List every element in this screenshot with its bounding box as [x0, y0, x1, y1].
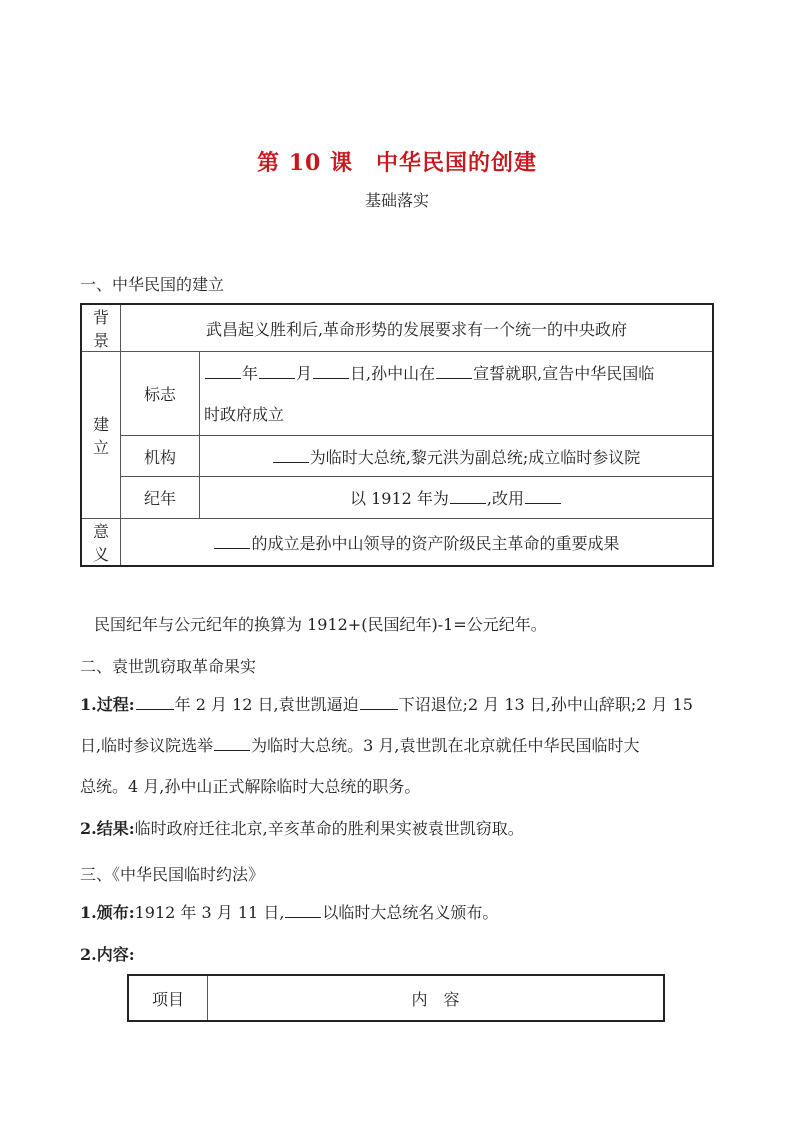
sub-label-era: 纪年 — [121, 477, 200, 519]
blank[interactable] — [525, 502, 561, 504]
sub-label-mark: 标志 — [121, 352, 200, 436]
sub-label-org: 机构 — [121, 436, 200, 477]
era-text: 以 1912 年为 ,改用 — [200, 477, 714, 519]
blank[interactable] — [214, 749, 250, 751]
row-label-meaning: 意义 — [81, 519, 121, 567]
lesson-title: 第 10 课 中华民国的创建 — [257, 150, 537, 176]
result-paragraph: 2.结果:临时政府迁往北京,辛亥革命的胜利果实被袁世凯窃取。 — [80, 819, 524, 838]
background-text: 武昌起义胜利后,革命形势的发展要求有一个统一的中央政府 — [121, 304, 714, 352]
constitution-content-table — [127, 974, 665, 1022]
blank[interactable] — [136, 708, 174, 710]
establishment-table — [80, 303, 714, 567]
section-heading-3: 三、《中华民国临时约法》 — [80, 865, 265, 884]
row-label-establish: 建立 — [81, 352, 121, 519]
section-subtitle: 基础落实 — [364, 191, 429, 210]
blank[interactable] — [285, 916, 321, 918]
blank[interactable] — [259, 377, 295, 379]
blank[interactable] — [205, 377, 241, 379]
section-heading-2: 二、袁世凯窃取革命果实 — [80, 657, 257, 676]
meaning-text: 的成立是孙中山领导的资产阶级民主革命的重要成果 — [121, 519, 714, 567]
era-conversion-note: 民国纪年与公元纪年的换算为 1912+(民国纪年)-1=公元纪年。 — [94, 615, 547, 634]
blank[interactable] — [214, 547, 250, 549]
blank[interactable] — [313, 377, 349, 379]
blank[interactable] — [360, 708, 398, 710]
promulgation-paragraph: 1.颁布:1912 年 3 月 11 日, 以临时大总统名义颁布。 — [80, 903, 499, 922]
org-text: 为临时大总统,黎元洪为副总统;成立临时参议院 — [200, 436, 714, 477]
header-item: 项目 — [128, 975, 208, 1021]
row-label-background: 背景 — [81, 304, 121, 352]
section-heading-1: 一、中华民国的建立 — [80, 275, 225, 294]
blank[interactable] — [450, 502, 486, 504]
blank[interactable] — [436, 377, 472, 379]
process-paragraph: 1.过程: 年 2 月 12 日,袁世凯逼迫 下诏退位;2 月 13 日,孙中山辞职;2 月 15 日,临时参议院选举 为临时大总统。3 月,袁世凯在北京就任中华民国临时大 总统。4 月,孙中山正式解除临时大总统的职务。 — [80, 695, 693, 796]
header-content: 内 容 — [208, 975, 665, 1021]
blank[interactable] — [273, 461, 309, 463]
mark-text: 年 月 日,孙中山在 宣誓就职,宣告中华民国临 时政府成立 — [200, 352, 714, 436]
content-label: 2.内容: — [80, 945, 135, 964]
